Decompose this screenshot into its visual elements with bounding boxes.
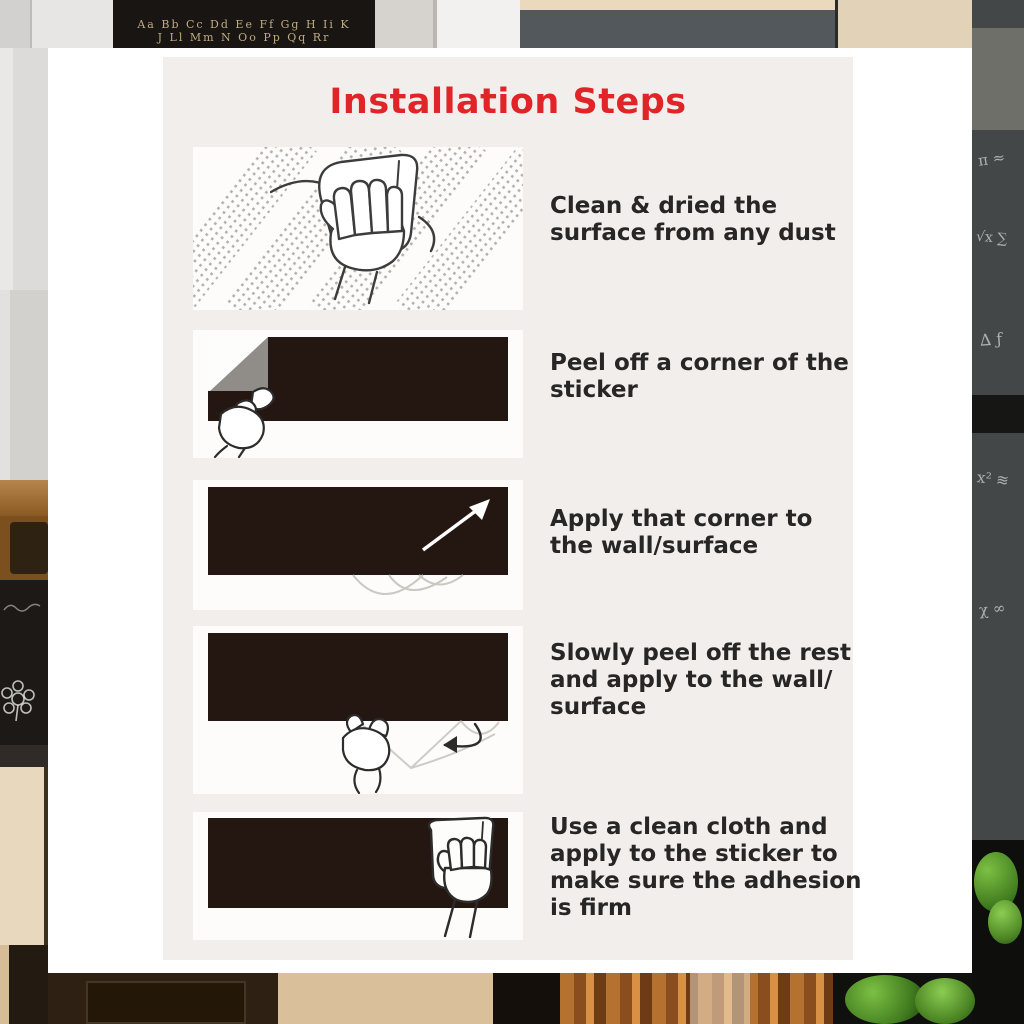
step-2-line: sticker (550, 377, 638, 403)
press-cloth-illustration (193, 812, 523, 940)
step-5-line: Use a clean cloth and (550, 814, 828, 840)
bg-left-wall-upper (0, 48, 48, 290)
chalk-scribble: ∆ ƒ (979, 329, 1003, 350)
page-title: Installation Steps (329, 82, 687, 122)
bg-top-wall (32, 0, 113, 48)
step-2-line: Peel off a corner of the (550, 350, 849, 376)
step-5-text (550, 814, 861, 922)
step-2-text (550, 350, 849, 404)
bg-right-stone (972, 28, 1024, 130)
plant-foliage-bottom (845, 975, 925, 1024)
chalk-flower-drawing (0, 675, 40, 723)
sticker-black-rect (208, 487, 508, 575)
bg-bottom-drawer (48, 973, 278, 1024)
step-1-line: Clean & dried the (550, 193, 778, 219)
copper-highlight (690, 973, 750, 1024)
chalk-scribble: χ ∞ (978, 598, 1007, 620)
bg-wood-shadow-object (10, 522, 48, 574)
step-5-line: apply to the sticker to (550, 841, 838, 867)
chalk-scribble: x² ≋ (976, 468, 1010, 490)
step-1-line: surface from any dust (550, 220, 836, 246)
step-4-line: surface (550, 694, 647, 720)
bg-left-wall-lower (0, 290, 48, 480)
step-5-line: make sure the adhesion (550, 868, 862, 894)
step-4-line: and apply to the wall/ (550, 667, 833, 693)
step-3-line: the wall/surface (550, 533, 759, 559)
bg-counter-top (520, 0, 835, 48)
sticker-black-rect (208, 633, 508, 721)
bg-left-chalkboard (0, 580, 48, 745)
bg-left-window-frame (0, 0, 32, 48)
bg-right-dark-band (972, 395, 1024, 433)
step-4-line: Slowly peel off the rest (550, 640, 851, 666)
chalk-scribble: π ≈ (976, 148, 1007, 170)
bg-left-bottom-dark (0, 945, 48, 1024)
step-3-line: Apply that corner to (550, 506, 813, 532)
step-1-text (550, 193, 836, 247)
step-3-text (550, 506, 812, 560)
bg-top-gap-wall (375, 0, 433, 48)
chalkboard-alphabet-line1: Aa Bb Cc Dd Ee Ff Gg H Ii K (137, 18, 351, 31)
plant-foliage (988, 900, 1022, 944)
step-5-line: is firm (550, 895, 632, 921)
peel-rest-illustration (193, 626, 523, 794)
peel-corner-illustration (193, 330, 523, 458)
bg-bottom-tan-cabinet (278, 973, 493, 1024)
bg-cream-cabinet-top (835, 0, 978, 48)
drawer-inset-panel (86, 981, 246, 1024)
bg-left-counter-band (0, 745, 48, 767)
apply-corner-illustration (193, 480, 523, 610)
instruction-card (163, 57, 862, 960)
chalkboard-alphabet-line2: J Ll Mm N Oo Pp Qq Rr (157, 31, 331, 44)
faint-sheet-drawing (353, 575, 463, 594)
bg-right-chalk-wall (972, 0, 1024, 1024)
step-4-text (550, 640, 851, 721)
bg-bottom-black-gap (493, 973, 560, 1024)
bg-bottom-copper-texture (560, 973, 833, 1024)
bg-door-frame (433, 0, 527, 48)
chalk-squiggle-drawing (2, 598, 42, 618)
bg-wood-shelf (0, 480, 48, 516)
chalk-scribble: √x ∑ (975, 228, 1008, 248)
clean-surface-illustration (193, 147, 523, 310)
bg-left-cream-cabinet (0, 767, 48, 945)
hand-with-cloth-drawing (429, 818, 493, 937)
plant-foliage-bottom (915, 978, 975, 1024)
